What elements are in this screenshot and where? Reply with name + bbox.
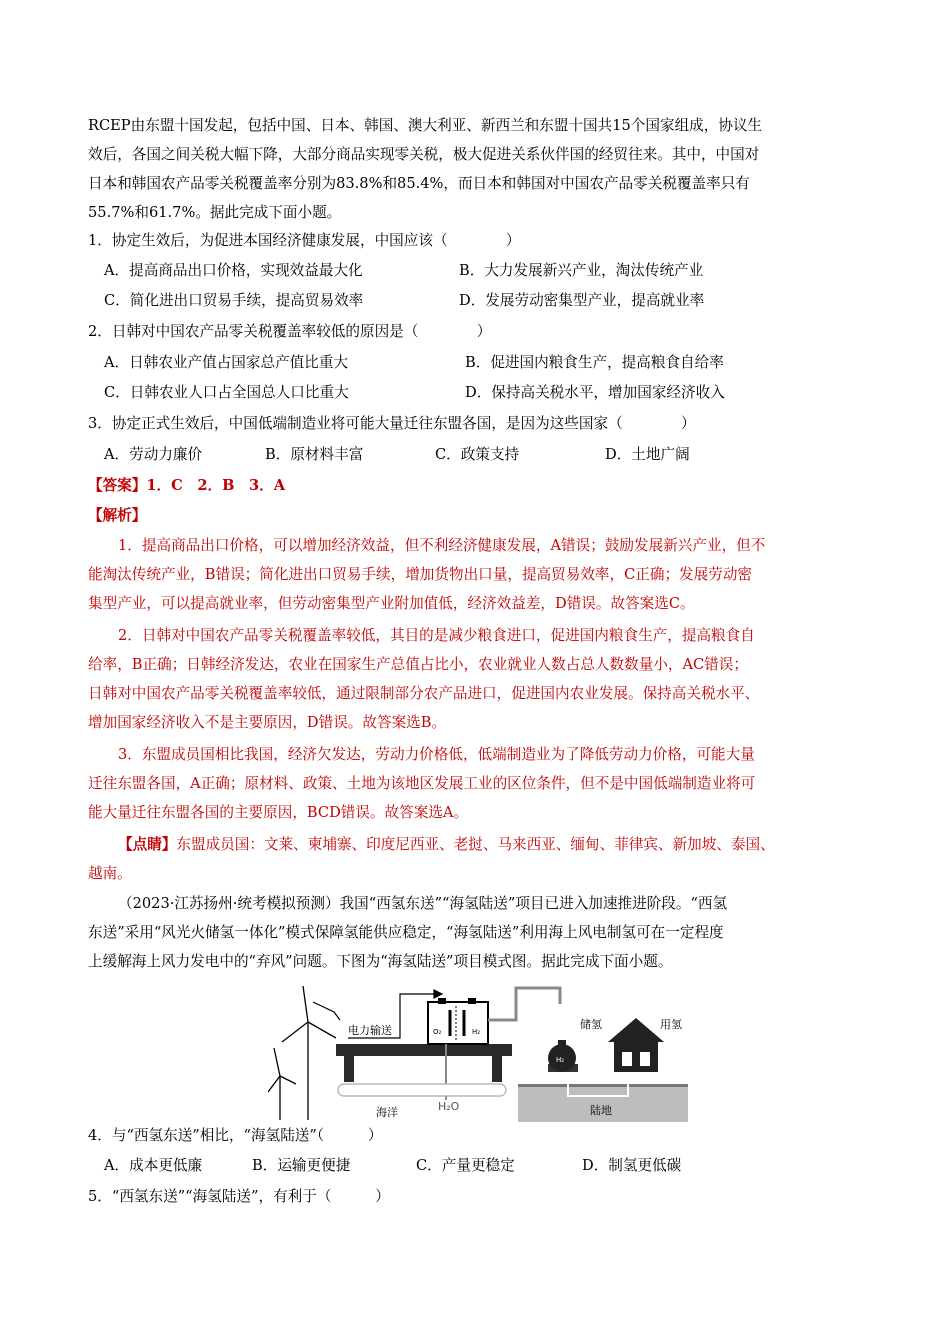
analysis-line-2: 能淘汰传统产业，B错误；简化进出口贸易手续，增加货物出口量，提高贸易效率，C正确；发展劳动密 [88,566,753,583]
q4-option-b: B．运输更便捷 [252,1157,351,1174]
platform-leg-left [344,1056,354,1082]
passage2-text-1: 我国“西氢东送”“海氢陆送”项目已进入加速推进阶段。“西氢 [339,895,728,912]
q2-option-d: D．保持高关税水平，增加国家经济收入 [465,384,725,401]
analysis-line-7: 增加国家经济收入不是主要原因，D错误。故答案选B。 [88,714,447,731]
sea-pipeline [338,1084,506,1096]
q2-option-a: A．日韩农业产值占国家总产值比重大 [104,354,349,371]
answer-tag: 【答案】 [88,477,147,494]
hydrogen-pipe [488,988,560,1020]
q2-stem: 2．日韩对中国农产品零关税覆盖率较低的原因是（ ） [88,323,492,340]
q3-stem: 3．协定正式生效后，中国低端制造业将可能大量迁往东盟各国，是因为这些国家（ ） [88,415,696,432]
intro-line-4: 55.7%和61.7%。据此完成下面小题。 [88,204,342,221]
passage2-line-3: 上缓解海上风力发电中的“弃风”问题。下图为“海氢陆送”项目模式图。据此完成下面小题。 [88,953,673,970]
analysis-line-4: 2．日韩对中国农产品零关税覆盖率较低，其目的是减少粮食进口，促进国内粮食生产，提高粮食自 [118,627,755,644]
analysis-line-6: 日韩对中国农产品零关税覆盖率较低，通过限制部分农产品进口，促进国内农业发展。保持高关税水平、 [88,685,760,702]
analysis-tag: 【解析】 [88,507,147,524]
platform-leg-right [492,1056,502,1082]
q3-option-a: A．劳动力廉价 [104,446,203,463]
land-pipe-arrowhead [624,1072,632,1080]
q3-option-d: D．土地广阔 [605,446,690,463]
answer-line [88,476,285,496]
tank-h2-label: H₂ [556,1056,565,1064]
analysis-line-9: 迁往东盟各国，A正确；原材料、政策、土地为该地区发展工业的区位条件，但不是中国低端制造业将可 [88,775,756,792]
intro-line-2: 效后，各国之间关税大幅下降，大部分商品实现零关税，极大促进关系伙伴国的经贸往来。其中，中国对 [88,146,760,163]
tip-line-2: 越南。 [88,865,132,882]
analysis-line-10: 能大量迁往东盟各国的主要原因，BCD错误。故答案选A。 [88,804,469,821]
q1-option-b: B．大力发展新兴产业，淘汰传统产业 [459,262,704,279]
q1-option-c: C．简化进出口贸易手续，提高贸易效率 [104,292,364,309]
analysis-line-3: 集型产业，可以提高就业率，但劳动密集型产业附加值低，经济效益差，D错误。故答案选C。 [88,595,695,612]
hydrogen-use-label: 用氢 [660,1018,682,1031]
q5-stem: 5．“西氢东送”“海氢陆送”，有利于（ ） [88,1188,390,1205]
passage2-source: （2023·江苏扬州·统考模拟预测） [118,895,340,912]
analysis-line-8: 3．东盟成员国相比我国，经济欠发达，劳动力价格低，低端制造业为了降低劳动力价格，可能大量 [118,746,755,763]
electrolyzer-icon [428,998,488,1044]
land-surface [518,1084,688,1087]
q3-option-c: C．政策支持 [435,446,520,463]
q2-option-b: B．促进国内粮食生产，提高粮食自给率 [465,354,724,371]
q4-option-a: A．成本更低廉 [104,1157,203,1174]
q4-option-d: D．制氢更低碳 [582,1157,682,1174]
q2-option-c: C．日韩农业人口占全国总人口比重大 [104,384,349,401]
answer-text: 1．C 2．B 3．A [146,477,286,494]
q3-option-b: B．原材料丰富 [265,446,364,463]
land-label: 陆地 [590,1104,612,1117]
q1-option-a: A．提高商品出口价格，实现效益最大化 [104,262,363,279]
hydrogen-storage-label: 储氢 [580,1018,602,1031]
electrolyzer-o2-label: O₂ [433,1028,442,1036]
wind-turbine-small-icon [268,1048,296,1120]
hydrogen-transport-diagram [268,980,688,1122]
passage2-line-1 [118,894,727,914]
q1-stem: 1．协定生效后，为促进本国经济健康发展，中国应该（ ） [88,232,521,249]
wind-turbine-large-icon [282,986,336,1120]
tip-text: 东盟成员国：文莱、柬埔寨、印度尼西亚、老挝、马来西亚、缅甸、菲律宾、新加坡、泰国、 [176,836,775,853]
tip-tag: 【点睛】 [118,836,177,853]
water-label: H₂O [438,1100,460,1113]
electrolyzer-h2-label: H₂ [472,1028,481,1036]
q4-stem: 4．与“西氢东送”相比，“海氢陆送”（ ） [88,1127,383,1144]
offshore-platform [336,1044,512,1056]
tip-line-1 [118,835,775,855]
passage2-line-2: 东送”采用“风光火储氢一体化”模式保障氢能供应稳定，“海氢陆送”利用海上风电制氢可在一定程度 [88,924,724,941]
q1-option-d: D．发展劳动密集型产业，提高就业率 [459,292,705,309]
ocean-label: 海洋 [376,1106,398,1119]
analysis-line-5: 给率，B正确；日韩经济发达，农业在国家生产总值占比小，农业就业人数占总人数数量小，AC错误； [88,656,748,673]
analysis-line-1: 1．提高商品出口价格，可以增加经济效益，但不利经济健康发展，A错误；鼓励发展新兴产业，但不 [118,537,766,554]
power-transmission-label: 电力输送 [348,1024,392,1037]
intro-line-1: RCEP由东盟十国发起，包括中国、日本、韩国、澳大利亚、新西兰和东盟十国共15个国家组成，协议生 [88,117,763,134]
q4-option-c: C．产量更稳定 [416,1157,515,1174]
intro-line-3: 日本和韩国农产品零关税覆盖率分别为83.8%和85.4%，而日本和韩国对中国农产品零关税覆盖率只有 [88,175,750,192]
house-icon [608,1018,664,1072]
